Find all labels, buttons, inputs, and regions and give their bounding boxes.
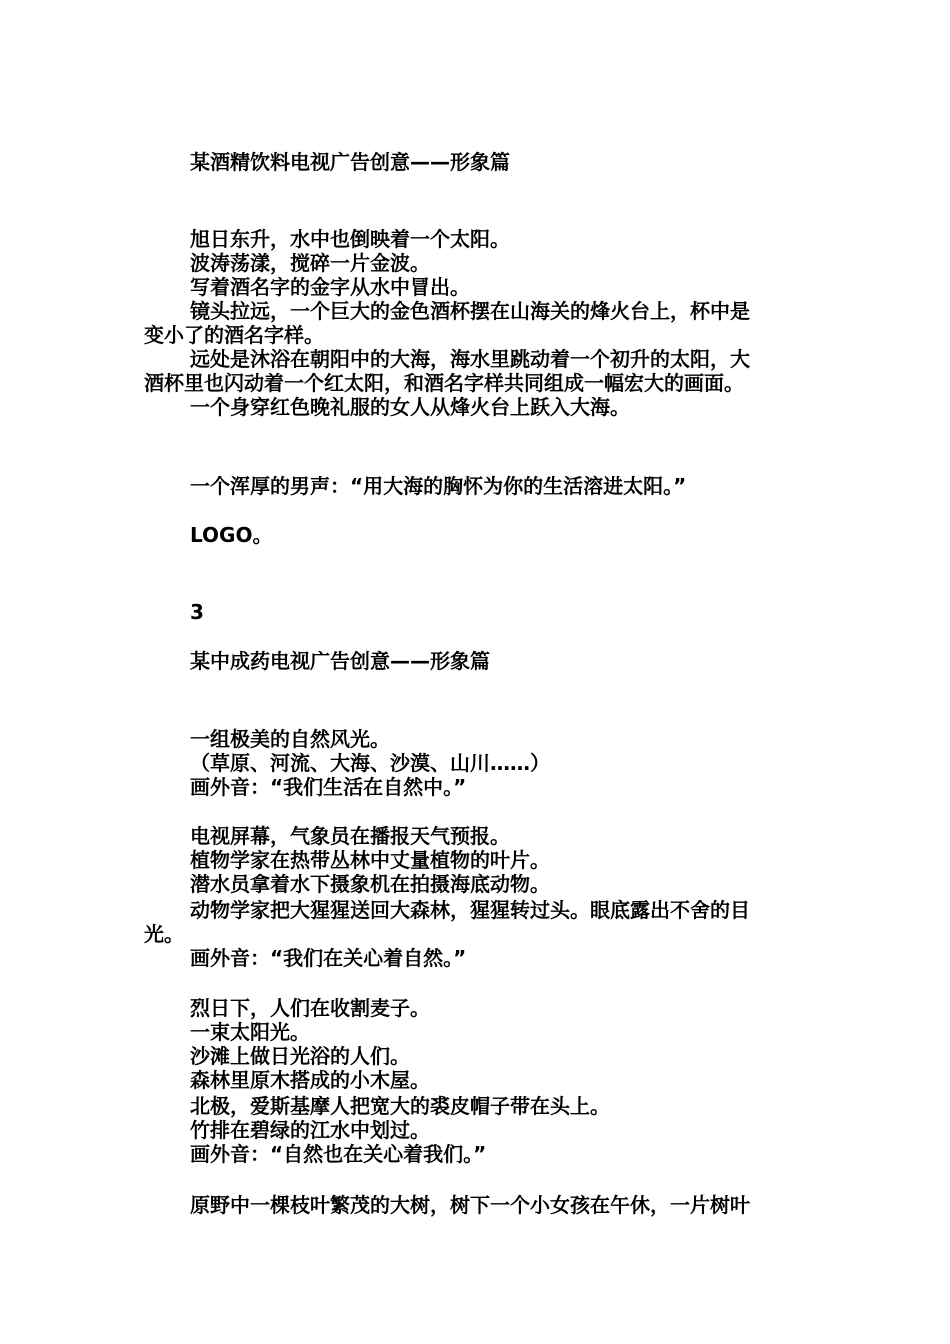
paragraph: 原野中一棵枝叶繁茂的大树，树下一个小女孩在午休，一片树叶 [190, 1193, 750, 1217]
logo-line: LOGO。 [190, 523, 273, 547]
paragraph: 沙滩上做日光浴的人们。 [190, 1044, 410, 1068]
voiceover-line: 画外音：“我们在关心着自然。” [190, 946, 467, 970]
paragraph: 波涛荡漾，搅碎一片金波。 [190, 251, 430, 275]
section1-title: 某酒精饮料电视广告创意——形象篇 [190, 150, 510, 174]
paragraph-continuation: 变小了的酒名字样。 [144, 323, 324, 347]
paragraph: 镜头拉远，一个巨大的金色酒杯摆在山海关的烽火台上，杯中是 [190, 299, 750, 323]
voiceover-line: 画外音：“自然也在关心着我们。” [190, 1142, 487, 1166]
section2-title: 某中成药电视广告创意——形象篇 [190, 649, 490, 673]
voiceover-line: 一个浑厚的男声：“用大海的胸怀为你的生活溶进太阳。” [190, 474, 687, 498]
voiceover-line: 画外音：“我们生活在自然中。” [190, 775, 467, 799]
paragraph: 烈日下，人们在收割麦子。 [190, 996, 430, 1020]
section-number: 3 [190, 600, 204, 624]
paragraph: （草原、河流、大海、沙漠、山川……） [190, 751, 550, 775]
paragraph: 植物学家在热带丛林中丈量植物的叶片。 [190, 848, 550, 872]
paragraph: 一束太阳光。 [190, 1020, 310, 1044]
paragraph: 电视屏幕，气象员在播报天气预报。 [190, 824, 510, 848]
paragraph: 一个身穿红色晚礼服的女人从烽火台上跃入大海。 [190, 395, 630, 419]
paragraph: 竹排在碧绿的江水中划过。 [190, 1118, 430, 1142]
paragraph: 森林里原木搭成的小木屋。 [190, 1068, 430, 1092]
paragraph: 远处是沐浴在朝阳中的大海，海水里跳动着一个初升的太阳，大 [190, 347, 750, 371]
paragraph-continuation: 光。 [144, 922, 184, 946]
paragraph: 写着酒名字的金字从水中冒出。 [190, 275, 470, 299]
paragraph: 一组极美的自然风光。 [190, 727, 390, 751]
paragraph: 旭日东升，水中也倒映着一个太阳。 [190, 227, 510, 251]
paragraph-continuation: 酒杯里也闪动着一个红太阳，和酒名字样共同组成一幅宏大的画面。 [144, 371, 744, 395]
paragraph: 北极，爱斯基摩人把宽大的裘皮帽子带在头上。 [190, 1094, 610, 1118]
paragraph: 潜水员拿着水下摄象机在拍摄海底动物。 [190, 872, 550, 896]
paragraph: 动物学家把大猩猩送回大森林，猩猩转过头。眼底露出不舍的目 [190, 898, 750, 922]
